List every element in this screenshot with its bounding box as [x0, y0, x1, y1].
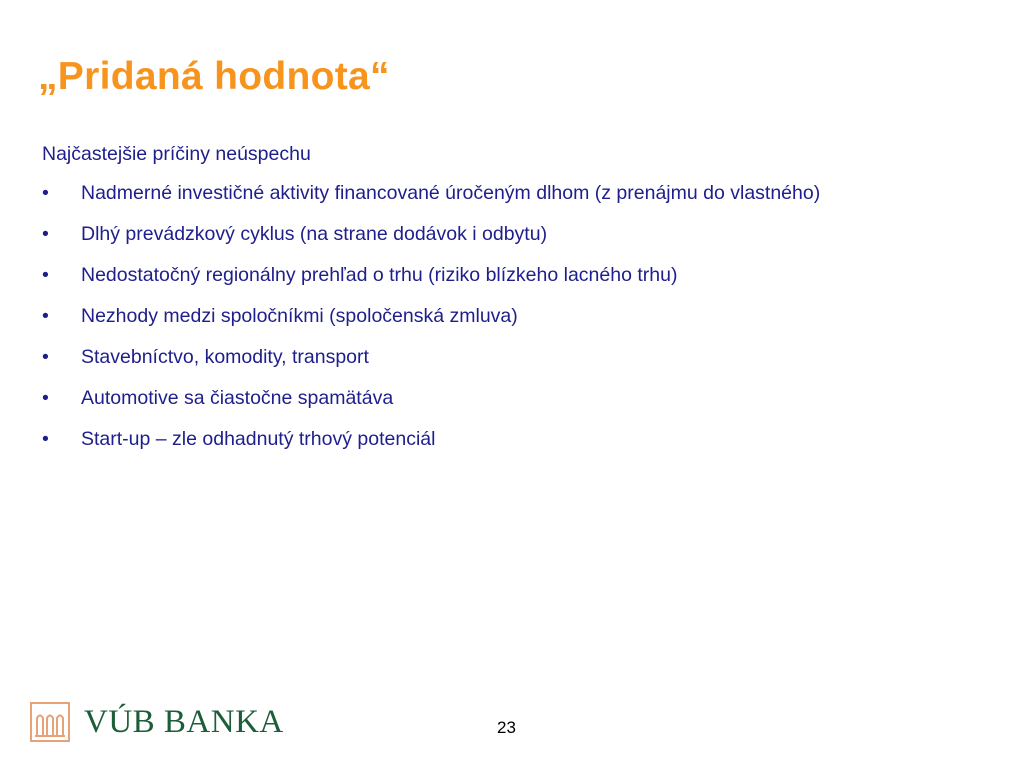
- page-number: 23: [497, 718, 516, 737]
- bullet-text: Nedostatočný regionálny prehľad o trhu (riziko blízkeho lacného trhu): [81, 264, 678, 286]
- bullet-icon: •: [42, 346, 49, 368]
- vub-logo-icon: [30, 702, 70, 742]
- bullet-icon: •: [42, 264, 49, 286]
- bullet-icon: •: [42, 305, 49, 327]
- logo-text: VÚB BANKA: [84, 703, 284, 740]
- bullet-text: Automotive sa čiastočne spamätáva: [81, 387, 394, 409]
- bullet-text: Nezhody medzi spoločníkmi (spoločenská zmluva): [81, 305, 518, 327]
- slide-title: „Pridaná hodnota“: [38, 55, 390, 98]
- bullet-icon: •: [42, 428, 49, 450]
- bullet-text: Stavebníctvo, komodity, transport: [81, 346, 369, 368]
- bullet-text: Nadmerné investičné aktivity financované úročeným dlhom (z prenájmu do vlastného): [81, 182, 821, 204]
- bullet-icon: •: [42, 182, 49, 204]
- bullet-text: Start-up – zle odhadnutý trhový potenciál: [81, 428, 436, 450]
- bullet-text: Dlhý prevádzkový cyklus (na strane dodávok i odbytu): [81, 223, 548, 245]
- bullet-icon: •: [42, 223, 49, 245]
- vub-banka-logo: [30, 702, 284, 742]
- slide-subtitle: Najčastejšie príčiny neúspechu: [42, 143, 311, 165]
- bullet-icon: •: [42, 387, 49, 409]
